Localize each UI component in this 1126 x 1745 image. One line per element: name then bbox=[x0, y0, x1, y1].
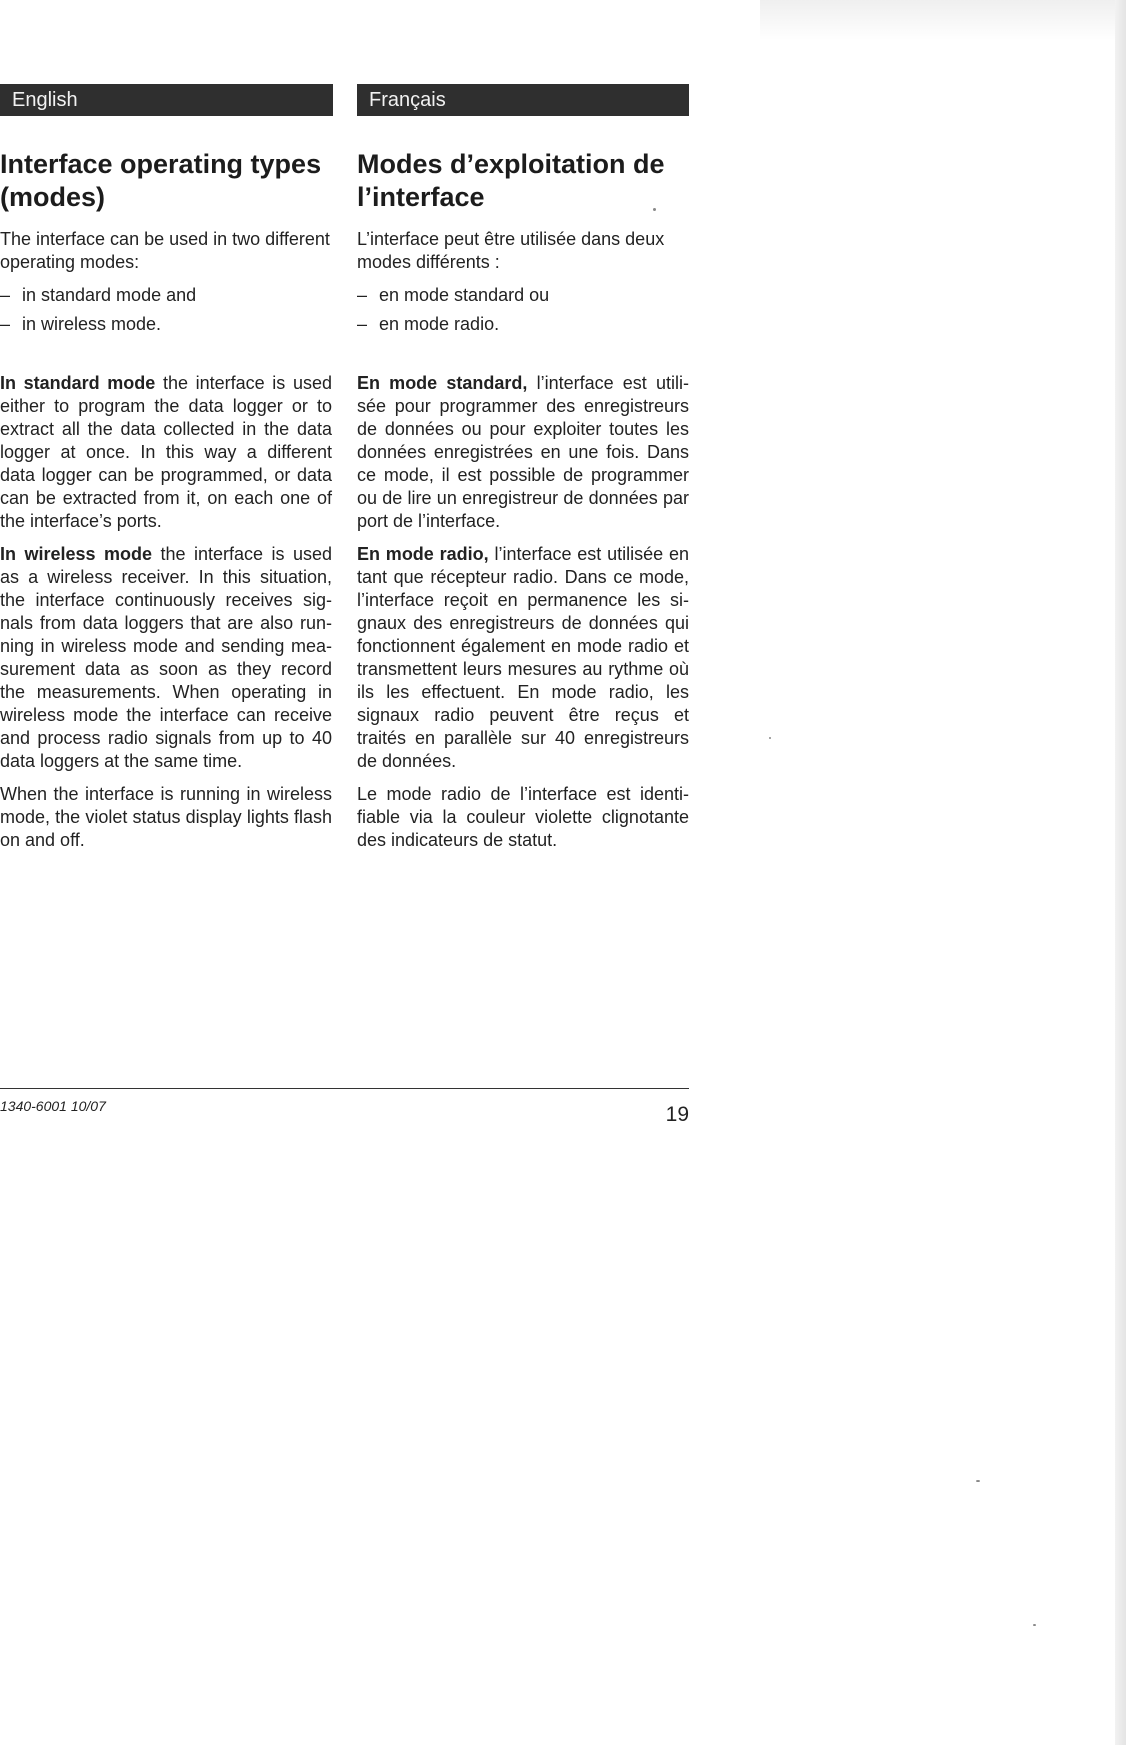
paragraph-radio-mode-french bbox=[357, 543, 689, 773]
list-item-text: en mode radio. bbox=[379, 314, 500, 334]
paragraph-text: the interface is used as a wireless receiver. In this situation, the interface continuously receives signals from data loggers that are also running in wireless mode and sending measurement data as soon as they record the measurements. When operating in wireless mode the interface can receive and process radio signals from up to 40 data loggers at the same time. bbox=[0, 544, 332, 771]
english-column bbox=[0, 148, 332, 852]
dash-icon: – bbox=[0, 285, 11, 305]
scan-speck bbox=[976, 1480, 980, 1482]
intro-english: The interface can be used in two different operating modes: bbox=[0, 229, 330, 272]
dash-icon: – bbox=[357, 285, 368, 305]
document-code: 1340-6001 10/07 bbox=[0, 1098, 106, 1114]
page-number: 19 bbox=[665, 1103, 689, 1126]
paragraph-text: l’interface est utilisée pour programmer des enregistreurs de données ou pour exploiter toutes les données enregistrées en une fois. Dans ce mode, il est possible de programmer ou de lire un enregistreur de données par port de l’interface. bbox=[357, 373, 689, 531]
mode-list-french bbox=[357, 284, 689, 336]
scan-speck bbox=[653, 208, 656, 211]
paragraph-lead: En mode standard, bbox=[357, 373, 528, 393]
language-header-english bbox=[0, 84, 333, 116]
footer-rule bbox=[0, 1088, 689, 1089]
paragraph-text: l’interface est utilisée en tant que récepteur radio. Dans ce mode, l’interface reçoit en permanence les signaux des enregistreurs de données qui fonctionnent également en mode radio et transmettent leurs mesures au rythme où ils les effectuent. En mode radio, les signaux radio peuvent être reçus et traités en parallèle sur 40 enregistreurs de données. bbox=[357, 544, 689, 771]
section-title-french: Modes d’exploitation de l’interface bbox=[357, 149, 665, 212]
language-header-french bbox=[357, 84, 689, 116]
dash-icon: – bbox=[0, 314, 11, 334]
french-column bbox=[357, 148, 689, 852]
paragraph-lead: En mode radio, bbox=[357, 544, 489, 564]
paragraph-standard-mode-french bbox=[357, 372, 689, 533]
intro-french: L’interface peut être utilisée dans deux modes différents : bbox=[357, 229, 665, 272]
paragraph-text: the interface is used either to program the data logger or to extract all the data collected in the data logger at once. In this way a different data logger can be programmed, or data can be extracted from it, on each one of the interface’s ports. bbox=[0, 373, 332, 531]
paragraph-standard-mode-english bbox=[0, 372, 332, 533]
scan-shadow bbox=[760, 0, 1126, 40]
list-item-text: en mode standard ou bbox=[379, 285, 550, 305]
paragraph-wireless-mode-english bbox=[0, 543, 332, 773]
section-title-english: Interface operating types (modes) bbox=[0, 149, 322, 212]
paragraph-lead: In standard mode bbox=[0, 373, 156, 393]
scan-speck bbox=[769, 737, 771, 739]
list-item-text: in wireless mode. bbox=[22, 314, 162, 334]
list-item bbox=[357, 284, 689, 307]
paragraph-lead: In wireless mode bbox=[0, 544, 152, 564]
mode-list-english bbox=[0, 284, 332, 336]
language-label-english: English bbox=[12, 89, 78, 111]
list-item-text: in standard mode and bbox=[22, 285, 197, 305]
list-item bbox=[0, 284, 332, 307]
scan-speck bbox=[1033, 1624, 1036, 1626]
dash-icon: – bbox=[357, 314, 368, 334]
list-item bbox=[0, 313, 332, 336]
language-label-french: Français bbox=[369, 89, 446, 111]
paragraph-status-french: Le mode radio de l’interface est identifiable via la couleur violette clignotante des indicateurs de statut. bbox=[357, 784, 689, 850]
paragraph-status-english: When the interface is running in wireless mode, the violet status display lights flash on and off. bbox=[0, 784, 332, 850]
scan-edge bbox=[1115, 0, 1126, 1745]
list-item bbox=[357, 313, 689, 336]
